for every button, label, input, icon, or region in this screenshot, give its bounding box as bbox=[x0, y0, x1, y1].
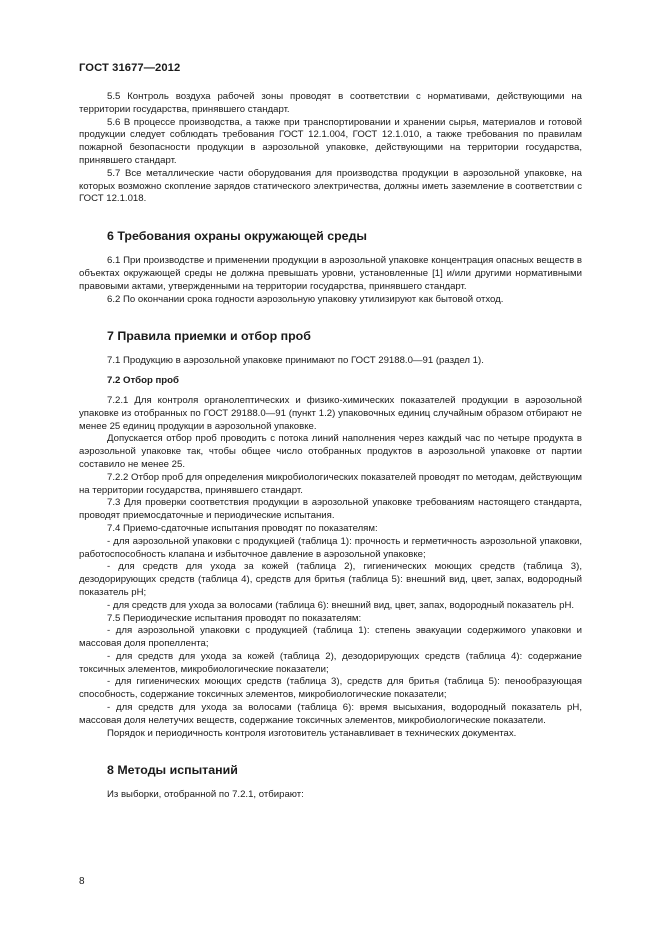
page-number: 8 bbox=[79, 876, 85, 887]
paragraph-7-2-2: 7.2.2 Отбор проб для определения микробиологических показателей проводят по методам, действующим на территории государства, принявшего стандарт. bbox=[79, 471, 582, 496]
paragraph-7-2-1: 7.2.1 Для контроля органолептических и физико-химических показателей продукции в аэрозольной упаковке из отобранных по ГОСТ 29188.0—91 (пункт 1.2) упаковочных единиц случайным образом отбирают не менее 25 единиц продукции в аэрозольной упаковке. bbox=[79, 394, 582, 432]
paragraph-6-1: 6.1 При производстве и применении продукции в аэрозольной упаковке концентрация опасных веществ в объектах окружающей среды не должна превышать уровни, установленные [1] и/или другими нормативными правовыми актами, утвержденными на территории государства, принявшего стандарт. bbox=[79, 255, 582, 292]
paragraph-7-3: 7.3 Для проверки соответствия продукции в аэрозольной упаковке требованиям настоящего стандарта, проводят приемосдаточные и периодические испытания. bbox=[79, 497, 582, 522]
list-item-7-4-a: - для аэрозольной упаковки с продукцией (таблица 1): прочность и герметичность аэрозольной упаковки, работоспособность клапана и избыточное давление в аэрозольной упаковке; bbox=[79, 535, 582, 560]
paragraph-5-5: 5.5 Контроль воздуха рабочей зоны проводят в соответствии с нормативами, действующими на территории государства, принявшего стандарт. bbox=[79, 91, 582, 115]
section-8-title: 8 Методы испытаний bbox=[107, 763, 238, 778]
paragraph-5-7: 5.7 Все металлические части оборудования для производства продукции в аэрозольной упаковке, на которых возможно скопление зарядов статического электричества, должны иметь заземление в соответствии с ГОСТ 12.1.018. bbox=[79, 167, 582, 205]
paragraph-7-5: 7.5 Периодические испытания проводят по показателям: bbox=[107, 612, 362, 624]
subsection-7-2-title: 7.2 Отбор проб bbox=[107, 375, 179, 387]
list-item-7-5-d: - для средств для ухода за волосами (таблица 6): время высыхания, водородный показатель рН, массовая доля нелетучих веществ, содержание токсичных элементов, микробиологические показатели. bbox=[79, 702, 582, 726]
paragraph-8-intro: Из выборки, отобранной по 7.2.1, отбирают: bbox=[107, 789, 304, 801]
paragraph-7-1: 7.1 Продукцию в аэрозольной упаковке принимают по ГОСТ 29188.0—91 (раздел 1). bbox=[107, 355, 484, 367]
section-6-title: 6 Требования охраны окружающей среды bbox=[107, 229, 368, 244]
list-item-7-5-b: - для средств для ухода за кожей (таблица 2), дезодорирующих средств (таблица 4): содержание токсичных элементов, микробиологические показатели; bbox=[79, 650, 582, 675]
paragraph-6-2: 6.2 По окончании срока годности аэрозольную упаковку утилизируют как бытовой отход. bbox=[107, 293, 504, 305]
list-item-7-5-a: - для аэрозольной упаковки с продукцией (таблица 1): степень эвакуации содержимого упаковки и массовая доля пропеллента; bbox=[79, 625, 582, 650]
paragraph-5-6: 5.6 В процессе производства, а также при транспортировании и хранении сырья, материалов и готовой продукции следует соблюдать требования ГОСТ 12.1.004, ГОСТ 12.1.010, а также требования по правилам пожарной безопасности продукции в аэрозольной упаковке, действующими на территории государства, принявшего стандарт. bbox=[79, 116, 582, 166]
paragraph-7-5-e: Порядок и периодичность контроля изготовитель устанавливает в технических документах. bbox=[107, 727, 517, 739]
document-header: ГОСТ 31677—2012 bbox=[79, 62, 181, 74]
paragraph-7-2-1-b: Допускается отбор проб проводить с потока линий наполнения через каждый час по четыре продукта в аэрозольной упаковке так, чтобы общее число отобранных продуктов в аэрозольной упаковке от партии составило не менее 25. bbox=[79, 433, 582, 470]
paragraph-7-4: 7.4 Приемо-сдаточные испытания проводят по показателям: bbox=[107, 522, 378, 534]
section-7-title: 7 Правила приемки и отбор проб bbox=[107, 329, 311, 344]
list-item-7-4-c: - для средств для ухода за волосами (таблица 6): внешний вид, цвет, запах, водородный показатель рН. bbox=[107, 599, 575, 611]
document-body bbox=[79, 91, 582, 802]
list-item-7-5-c: - для гигиенических моющих средств (таблица 3), средств для бритья (таблица 5): пенообразующая способность, содержание токсичных элементов, микробиологические показатели; bbox=[79, 676, 582, 701]
list-item-7-4-b: - для средств для ухода за кожей (таблица 2), гигиенических моющих средств (таблица 3), дезодорирующих средств (таблица 4), средств для бритья (таблица 5): внешний вид, цвет, запах, водородный показатель рН; bbox=[79, 561, 582, 598]
